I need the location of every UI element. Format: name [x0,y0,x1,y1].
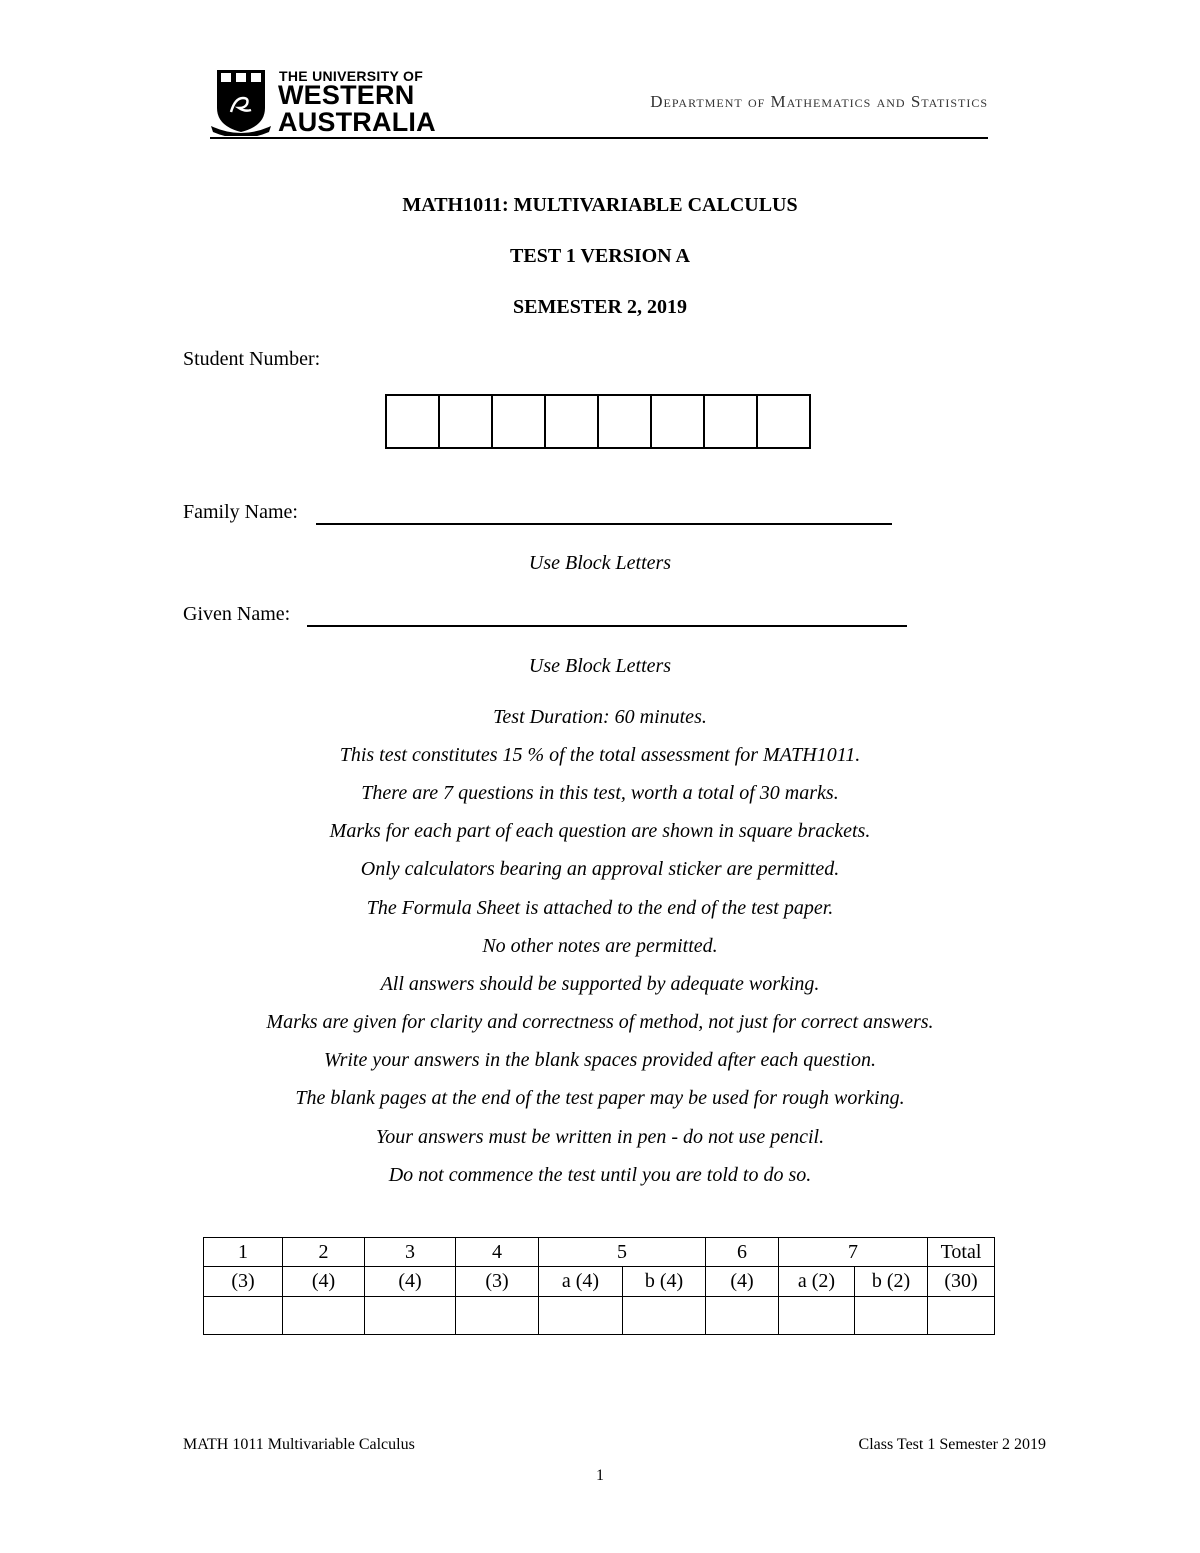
student-number-box[interactable] [652,394,705,449]
university-name-line1: THE UNIVERSITY OF [279,68,424,84]
student-number-box[interactable] [440,394,493,449]
question-header: 6 [706,1238,779,1267]
question-header: 1 [204,1238,283,1267]
marks-awarded-cell[interactable] [539,1297,623,1335]
marks-awarded-cell[interactable] [779,1297,855,1335]
marks-available: b (4) [623,1267,706,1297]
marks-available: (3) [456,1267,539,1297]
marks-available: (4) [365,1267,456,1297]
marks-available: (4) [283,1267,365,1297]
university-name-line2: WESTERN [278,80,415,110]
student-number-boxes[interactable] [385,394,811,449]
given-name-hint: Use Block Letters [528,655,672,677]
given-name-field[interactable] [307,625,907,627]
instruction-line: Marks for each part of each question are shown in square brackets. [329,820,871,842]
student-number-box[interactable] [546,394,599,449]
question-header: 4 [456,1238,539,1267]
marks-awarded-cell[interactable] [706,1297,779,1335]
semester-title: SEMESTER 2, 2019 [513,296,687,318]
university-name-line3: AUSTRALIA [278,107,436,137]
student-number-box[interactable] [599,394,652,449]
question-number-row [204,1238,995,1267]
family-name-hint: Use Block Letters [528,552,672,574]
marks-available: a (2) [779,1267,855,1297]
marks-available: a (4) [539,1267,623,1297]
marks-awarded-cell[interactable] [855,1297,928,1335]
student-number-label: Student Number: [183,348,321,370]
instruction-line: The Formula Sheet is attached to the end of the test paper. [366,897,834,919]
given-name-label: Given Name: [183,603,291,625]
footer-test-info: Class Test 1 Semester 2 2019 [858,1436,1046,1453]
instruction-line: Marks are given for clarity and correctness of method, not just for correct answers. [266,1011,934,1033]
instruction-line: This test constitutes 15 % of the total assessment for MATH1011. [339,744,861,766]
question-header: 5 [539,1238,706,1267]
instruction-line: Your answers must be written in pen - do not use pencil. [375,1126,825,1148]
test-version-title: TEST 1 VERSION A [510,245,690,267]
marks-awarded-cell[interactable] [623,1297,706,1335]
question-header: 7 [779,1238,928,1267]
marks-available-row [204,1267,995,1297]
marks-awarded-cell[interactable] [204,1297,283,1335]
marks-table [203,1237,995,1335]
instruction-line: The blank pages at the end of the test paper may be used for rough working. [295,1087,905,1109]
question-header: 3 [365,1238,456,1267]
marks-awarded-cell[interactable] [283,1297,365,1335]
marks-awarded-cell[interactable] [365,1297,456,1335]
instruction-line: No other notes are permitted. [482,935,718,957]
marks-available: b (2) [855,1267,928,1297]
header-divider [210,137,988,139]
instruction-line: Write your answers in the blank spaces provided after each question. [324,1049,876,1071]
student-number-box[interactable] [705,394,758,449]
marks-awarded-cell[interactable] [928,1297,995,1335]
page-number: 1 [596,1467,604,1484]
question-header: Total [928,1238,995,1267]
student-number-box[interactable] [493,394,546,449]
footer-course: MATH 1011 Multivariable Calculus [183,1436,415,1453]
family-name-field[interactable] [316,523,892,525]
instruction-line: Test Duration: 60 minutes. [493,706,707,728]
student-number-box[interactable] [758,394,811,449]
department-name: Department of Mathematics and Statistics [650,92,988,111]
marks-awarded-row [204,1297,995,1335]
marks-awarded-cell[interactable] [456,1297,539,1335]
student-number-box[interactable] [387,394,440,449]
marks-available: (3) [204,1267,283,1297]
course-title: MATH1011: MULTIVARIABLE CALCULUS [402,194,798,216]
family-name-label: Family Name: [183,501,298,523]
question-header: 2 [283,1238,365,1267]
university-crest-icon [211,68,271,136]
instruction-line: There are 7 questions in this test, worth a total of 30 marks. [361,782,839,804]
instruction-line: Do not commence the test until you are told to do so. [388,1164,812,1186]
instruction-line: Only calculators bearing an approval sticker are permitted. [360,858,840,880]
instruction-line: All answers should be supported by adequate working. [380,973,820,995]
marks-available: (30) [928,1267,995,1297]
marks-available: (4) [706,1267,779,1297]
